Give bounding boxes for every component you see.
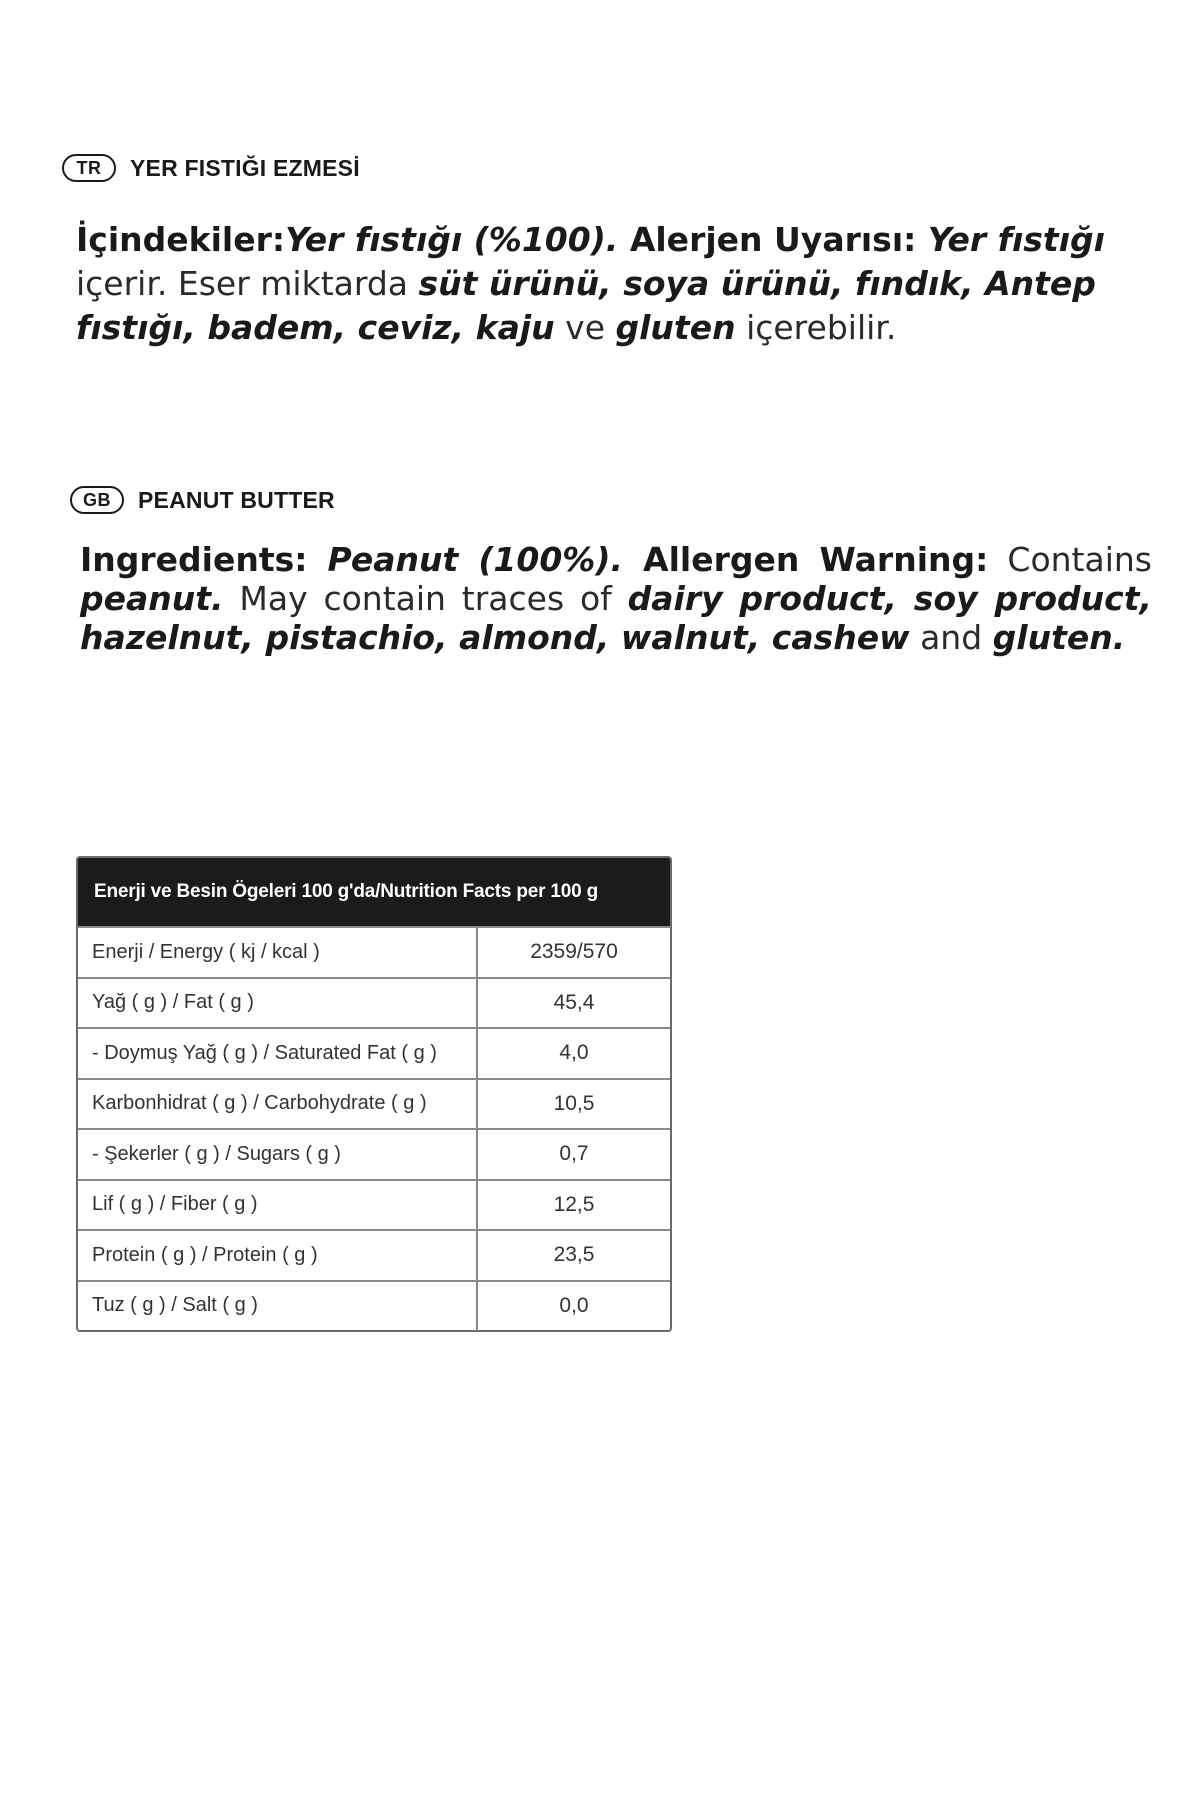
nutrient-value: 0,0 [559,1293,589,1317]
nutrient-value: 0,7 [559,1142,589,1166]
tr-ingredients-paragraph [76,218,1136,350]
nutrient-label: Tuz ( g ) / Salt ( g ) [78,1282,478,1331]
tr-traces-tail: içerebilir. [735,308,897,347]
nutrient-label: Yağ ( g ) / Fat ( g ) [78,979,478,1028]
gb-ingredients-label: Ingredients: [80,540,308,579]
tr-allergen-tail: içerir. [76,264,168,303]
tr-traces-items: süt ürünü, soya ürünü, fındık, Antep fıstığı, badem, ceviz, kaju [76,264,1096,347]
nutrient-value: 2359/570 [530,940,618,964]
tr-ingredients-label: İçindekiler: [76,220,286,259]
nutrient-value: 12,5 [553,1192,595,1216]
tr-traces-last: gluten [615,308,736,347]
gb-product-title: PEANUT BUTTER [138,486,335,513]
nutrient-label: Enerji / Energy ( kj / kcal ) [78,928,478,977]
tr-ingredients-value: Yer fıstığı (%100). [285,220,619,259]
nutrient-value: 4,0 [559,1041,589,1065]
nutrient-value: 10,5 [553,1091,595,1115]
table-row [78,1078,670,1129]
gb-allergen-item: peanut. [80,579,224,618]
nutrition-table-header: Enerji ve Besin Ögeleri 100 g'da/Nutrition Facts per 100 g [78,858,670,926]
tr-product-title: YER FISTIĞI EZMESİ [130,154,360,181]
tr-traces-and: ve [554,308,616,347]
table-row [78,1229,670,1280]
table-row [78,1128,670,1179]
nutrient-value: 23,5 [553,1243,595,1267]
nutrient-label: - Doymuş Yağ ( g ) / Saturated Fat ( g ) [78,1029,478,1078]
table-row [78,977,670,1028]
table-row [78,1179,670,1230]
table-row [78,926,670,977]
gb-ingredients-value: Peanut (100%). [307,540,623,579]
gb-section-header [70,486,335,514]
gb-traces-last: gluten. [992,618,1126,657]
tr-allergen-label: Alerjen Uyarısı: [618,220,917,259]
tr-language-badge: TR [62,154,116,182]
gb-traces-items: dairy product, soy product, hazelnut, pistachio, almond, walnut, cashew [80,579,1153,657]
nutrient-label: - Şekerler ( g ) / Sugars ( g ) [78,1130,478,1179]
nutrition-table [76,856,672,1332]
gb-traces-and: and [909,618,993,657]
nutrient-label: Lif ( g ) / Fiber ( g ) [78,1181,478,1230]
tr-allergen-item: Yer fıstığı [916,220,1105,259]
gb-ingredients-paragraph [80,540,1152,657]
tr-traces-prefix: Eser miktarda [167,264,419,303]
table-row [78,1280,670,1331]
gb-allergen-prefix: Contains [988,540,1152,579]
nutrient-label: Karbonhidrat ( g ) / Carbohydrate ( g ) [78,1080,478,1129]
nutrient-label: Protein ( g ) / Protein ( g ) [78,1231,478,1280]
gb-allergen-label: Allergen Warning: [622,540,989,579]
nutrient-value: 45,4 [553,990,595,1014]
gb-language-badge: GB [70,486,124,514]
gb-traces-prefix: May contain traces of [223,579,628,618]
table-row [78,1027,670,1078]
tr-section-header [62,154,360,182]
